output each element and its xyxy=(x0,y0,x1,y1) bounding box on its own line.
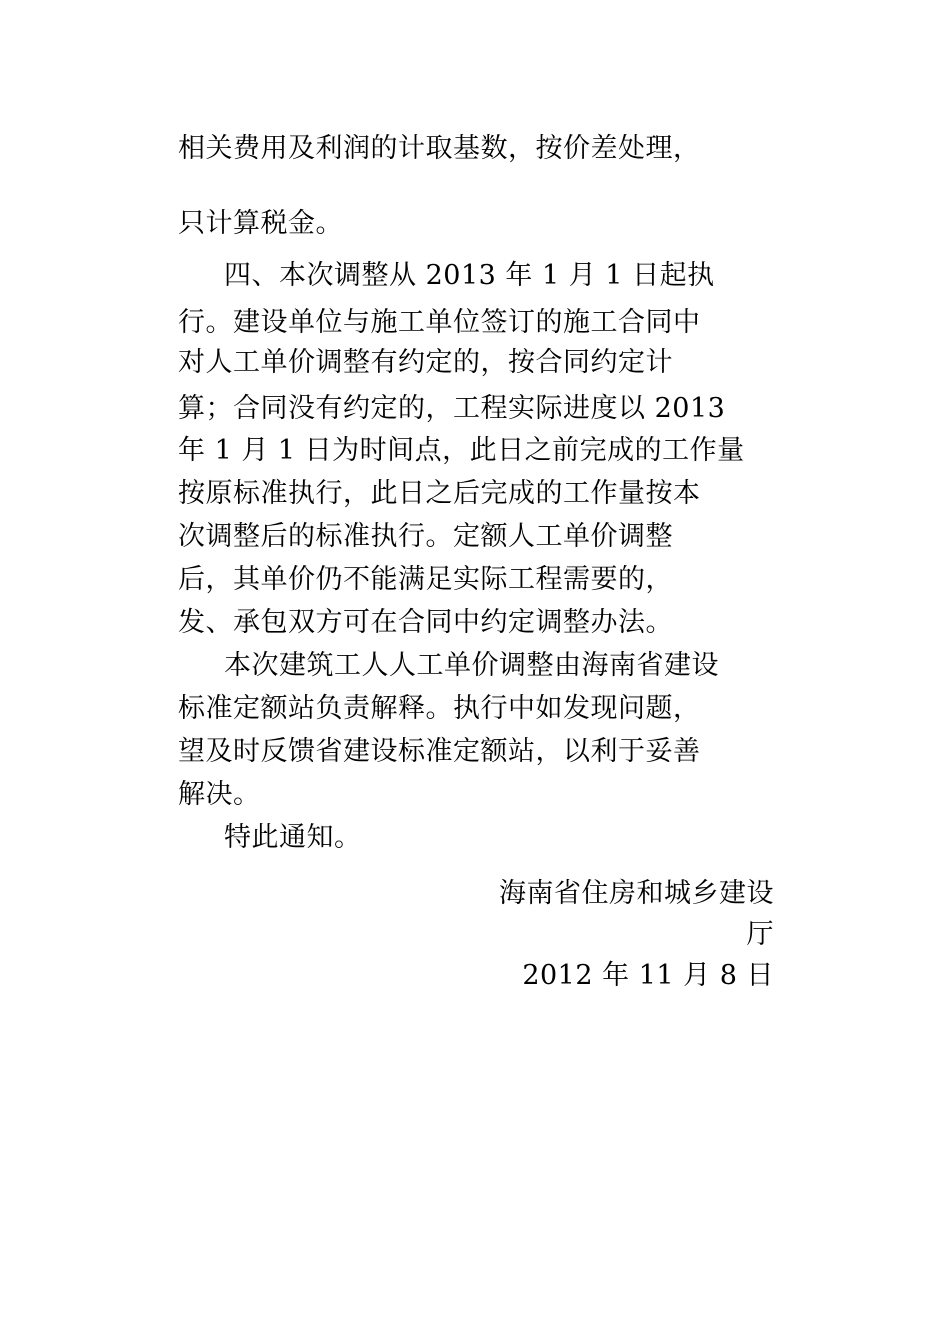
signature-organization: 海南省住房和城乡建设 xyxy=(499,878,774,909)
closing-line: 特此通知。 xyxy=(224,822,362,853)
body-line: 望及时反馈省建设标准定额站，以利于妥善 xyxy=(178,736,701,767)
body-line: 后，其单价仍不能满足实际工程需要的， xyxy=(178,564,673,595)
body-line: 标准定额站负责解释。执行中如发现问题， xyxy=(178,693,701,724)
body-line: 次调整后的标准执行。定额人工单价调整 xyxy=(178,521,673,552)
body-line: 发、承包双方可在合同中约定调整办法。 xyxy=(178,607,673,638)
signature-organization-continued: 厅 xyxy=(746,919,774,950)
body-line: 对人工单价调整有约定的，按合同约定计 xyxy=(178,347,673,378)
body-line: 按原标准执行，此日之后完成的工作量按本 xyxy=(178,478,701,509)
signature-date: 2012 年 11 月 8 日 xyxy=(522,960,774,991)
body-line: 算；合同没有约定的，工程实际进度以 2013 xyxy=(178,393,726,424)
body-line: 年 1 月 1 日为时间点，此日之前完成的工作量 xyxy=(178,435,745,466)
body-line: 行。建设单位与施工单位签订的施工合同中 xyxy=(178,307,701,338)
paragraph-start-line: 四、本次调整从 2013 年 1 月 1 日起执 xyxy=(224,260,715,291)
body-line: 解决。 xyxy=(178,779,261,810)
body-line: 相关费用及利润的计取基数，按价差处理， xyxy=(178,133,701,164)
paragraph-start-line: 本次建筑工人人工单价调整由海南省建设 xyxy=(224,650,719,681)
body-line: 只计算税金。 xyxy=(178,208,343,239)
